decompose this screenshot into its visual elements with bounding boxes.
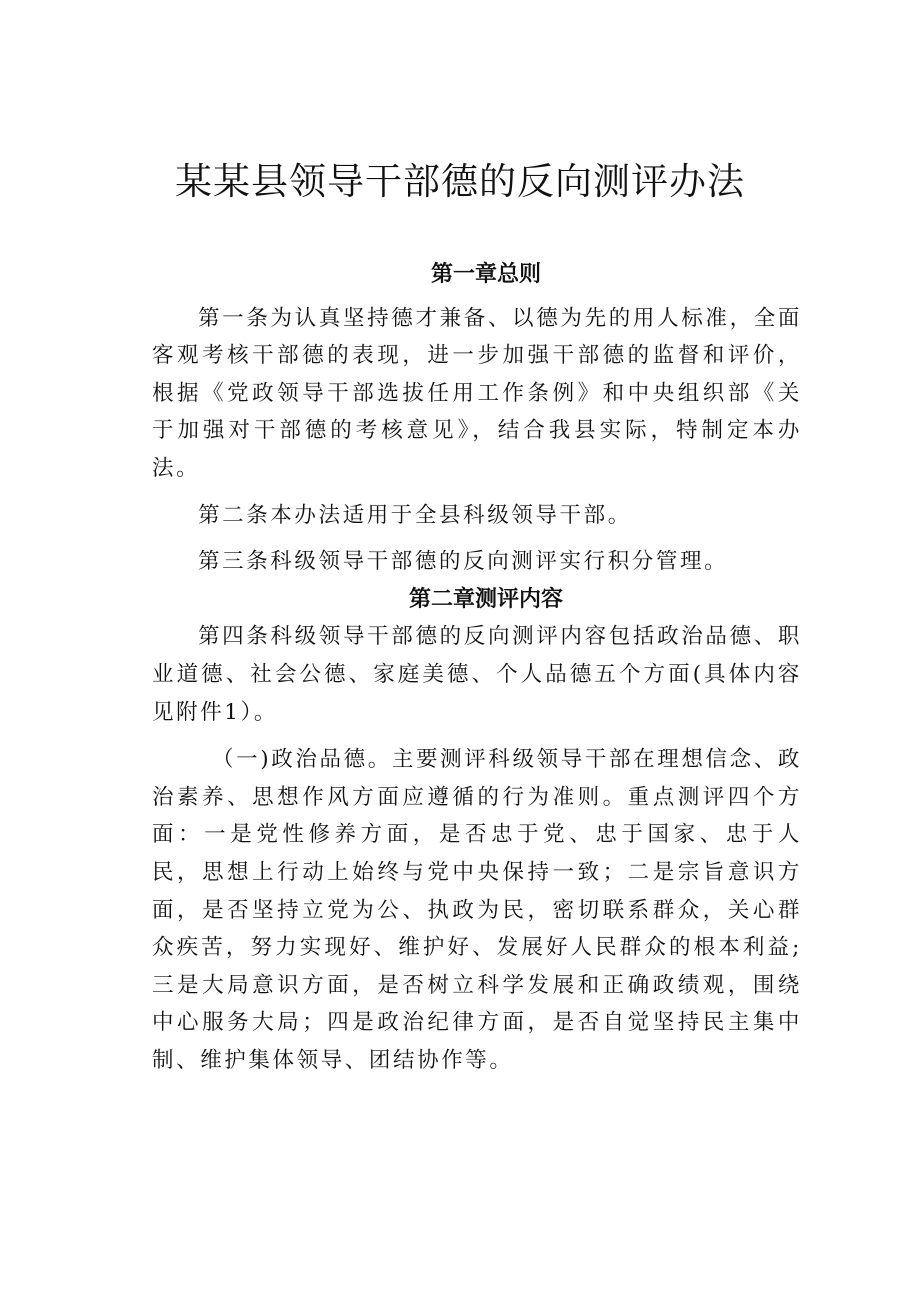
chapter-evaluation-content <box>152 581 802 1080</box>
article-paragraph: （一)政治品德。主要测评科级领导干部在理想信念、政治素养、思想作风方面应遵循的行为准则。重点测评四个方面：一是党性修养方面，是否忠于党、忠于国家、忠于人民，思想上行动上始终与党中央保持一致；二是宗旨意识方面，是否坚持立党为公、执政为民，密切联系群众，关心群众疾苦，努力实现好、维护好、发展好人民群众的根本利益;三是大局意识方面，是否树立科学发展和正确政绩观，围绕中心服务大局；四是政治纪律方面，是否自觉坚持民主集中制、维护集体领导、团结协作等。 <box>152 747 802 1073</box>
document-title: 某某县领导干部德的反向测评办法 <box>175 160 745 203</box>
chapter-general-provisions <box>152 256 802 581</box>
article-paragraph: 第四条科级领导干部德的反向测评内容包括政治品德、职业道德、社会公德、家庭美德、个人品德五个方面(具体内容见附件1）。 <box>152 624 802 725</box>
article-paragraph: 第二条本办法适用于全县科级领导干部。 <box>198 502 632 528</box>
document-body <box>152 256 802 1079</box>
article-paragraph: 第一条为认真坚持德才兼备、以德为先的用人标准，全面客观考核干部德的表现，进一步加强干部德的监督和评价，根据《党政领导干部选拔任用工作条例》和中央组织部《关于加强对干部德的考核意见》，结合我县实际，特制定本办法。 <box>152 305 802 481</box>
article-paragraph: 第三条科级领导干部德的反向测评实行积分管理。 <box>198 549 729 575</box>
chapter-heading: 第一章总则 <box>430 262 541 287</box>
chapter-heading: 第二章测评内容 <box>408 586 563 612</box>
